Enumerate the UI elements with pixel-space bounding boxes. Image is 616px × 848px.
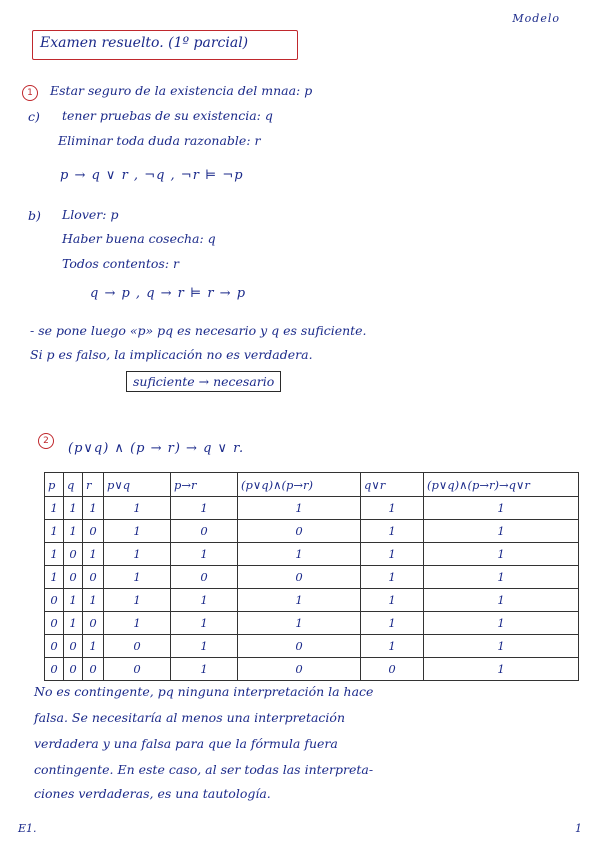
table-cell: 1	[83, 543, 104, 566]
table-cell: 1	[361, 497, 424, 520]
header-cell: q∨r	[361, 473, 424, 497]
exercise-1-marker	[22, 80, 38, 101]
table-cell: 1	[424, 635, 579, 658]
exercise-1-number: 1	[22, 85, 38, 101]
table-cell: 1	[104, 497, 171, 520]
ex2-formula: (p∨q) ∧ (p → r) → q ∨ r.	[68, 441, 245, 456]
table-cell: 0	[238, 658, 361, 681]
table-cell: 1	[361, 543, 424, 566]
table-cell: 1	[424, 497, 579, 520]
ex2-conclusion-3: verdadera y una falsa para que la fórmula fuera	[34, 736, 338, 751]
truth-table	[44, 472, 579, 681]
ex1-line-3: Eliminar toda duda razonable: r	[58, 133, 261, 148]
table-cell: 1	[424, 589, 579, 612]
table-cell: 0	[45, 635, 64, 658]
exercise-2-number: 2	[38, 433, 54, 449]
table-cell: 1	[424, 658, 579, 681]
table-row	[45, 612, 579, 635]
table-cell: 0	[361, 658, 424, 681]
table-cell: 0	[64, 658, 83, 681]
table-cell: 1	[238, 612, 361, 635]
table-cell: 1	[45, 543, 64, 566]
table-cell: 0	[64, 543, 83, 566]
table-row	[45, 520, 579, 543]
table-cell: 0	[45, 658, 64, 681]
ex1-note-2: Si p es falso, la implicación no es verdadera.	[30, 347, 313, 362]
ex1-line-1: Estar seguro de la existencia del mnaa: p	[50, 83, 313, 98]
table-cell: 1	[361, 589, 424, 612]
ex2-conclusion-4: contingente. En este caso, al ser todas las interpreta-	[34, 762, 374, 777]
table-cell: 1	[424, 566, 579, 589]
table-cell: 1	[104, 589, 171, 612]
table-cell: 0	[83, 566, 104, 589]
ex1-formula-c: p → q ∨ r , ¬q , ¬r ⊨ ¬p	[60, 168, 244, 183]
ex2-conclusion-5: ciones verdaderas, es una tautología.	[34, 786, 271, 801]
header-cell: p→r	[171, 473, 238, 497]
ex1-part-b-label: b)	[28, 208, 41, 223]
table-cell: 1	[171, 612, 238, 635]
table-cell: 1	[104, 520, 171, 543]
table-cell: 1	[238, 543, 361, 566]
table-cell: 1	[64, 497, 83, 520]
table-cell: 0	[83, 612, 104, 635]
header-cell: r	[83, 473, 104, 497]
table-cell: 1	[45, 497, 64, 520]
table-row	[45, 589, 579, 612]
exercise-2-marker	[38, 428, 54, 449]
page-number: 1	[575, 822, 582, 835]
table-cell: 0	[64, 635, 83, 658]
table-cell: 0	[45, 612, 64, 635]
table-row	[45, 497, 579, 520]
header-cell: p	[45, 473, 64, 497]
table-cell: 1	[171, 635, 238, 658]
table-cell: 1	[104, 612, 171, 635]
table-cell: 0	[238, 635, 361, 658]
table-cell: 1	[45, 566, 64, 589]
ex1-part-c-label: c)	[28, 109, 40, 124]
table-cell: 0	[104, 635, 171, 658]
table-row	[45, 543, 579, 566]
table-cell: 1	[238, 497, 361, 520]
table-cell: 1	[104, 543, 171, 566]
table-cell: 1	[45, 520, 64, 543]
ex2-conclusion-2: falsa. Se necesitaría al menos una interpretación	[34, 710, 345, 725]
table-cell: 0	[238, 520, 361, 543]
ex1-line-2: tener pruebas de su existencia: q	[62, 108, 273, 123]
page-title: Examen resuelto. (1º parcial)	[40, 35, 249, 51]
table-cell: 1	[171, 497, 238, 520]
header-cell: (p∨q)∧(p→r)→q∨r	[424, 473, 579, 497]
table-cell: 0	[83, 658, 104, 681]
table-cell: 1	[64, 612, 83, 635]
table-row	[45, 658, 579, 681]
table-cell: 1	[361, 566, 424, 589]
table-cell: 0	[64, 566, 83, 589]
table-cell: 1	[83, 589, 104, 612]
table-cell: 0	[45, 589, 64, 612]
ex1-b-line-3: Todos contentos: r	[62, 256, 179, 271]
header-cell: p∨q	[104, 473, 171, 497]
table-cell: 1	[238, 589, 361, 612]
table-cell: 1	[424, 520, 579, 543]
ex1-formula-b: q → p , q → r ⊨ r → p	[90, 286, 247, 301]
ex1-b-line-1: Llover: p	[62, 207, 119, 222]
table-cell: 1	[83, 497, 104, 520]
table-cell: 0	[171, 566, 238, 589]
header-cell: q	[64, 473, 83, 497]
table-cell: 0	[104, 658, 171, 681]
ex1-boxed-conclusion: suficiente → necesario	[126, 371, 281, 392]
table-cell: 1	[361, 612, 424, 635]
table-cell: 1	[171, 589, 238, 612]
table-cell: 0	[238, 566, 361, 589]
table-row	[45, 635, 579, 658]
table-cell: 1	[171, 543, 238, 566]
table-cell: 1	[64, 589, 83, 612]
ex2-conclusion-1: No es contingente, pq ninguna interpretación la hace	[34, 684, 374, 699]
corner-label: Modelo	[512, 12, 560, 25]
truth-table-header-row	[45, 473, 579, 497]
footer-left-label: E1.	[18, 822, 37, 835]
table-cell: 1	[424, 543, 579, 566]
table-row	[45, 566, 579, 589]
table-cell: 1	[361, 635, 424, 658]
table-cell: 1	[104, 566, 171, 589]
header-cell: (p∨q)∧(p→r)	[238, 473, 361, 497]
ex1-note-1: - se pone luego «p» pq es necesario y q es suficiente.	[30, 323, 367, 338]
table-cell: 1	[171, 658, 238, 681]
table-cell: 1	[424, 612, 579, 635]
table-cell: 0	[83, 520, 104, 543]
table-cell: 1	[83, 635, 104, 658]
table-cell: 1	[361, 520, 424, 543]
ex1-b-line-2: Haber buena cosecha: q	[62, 231, 216, 246]
table-cell: 0	[171, 520, 238, 543]
table-cell: 1	[64, 520, 83, 543]
